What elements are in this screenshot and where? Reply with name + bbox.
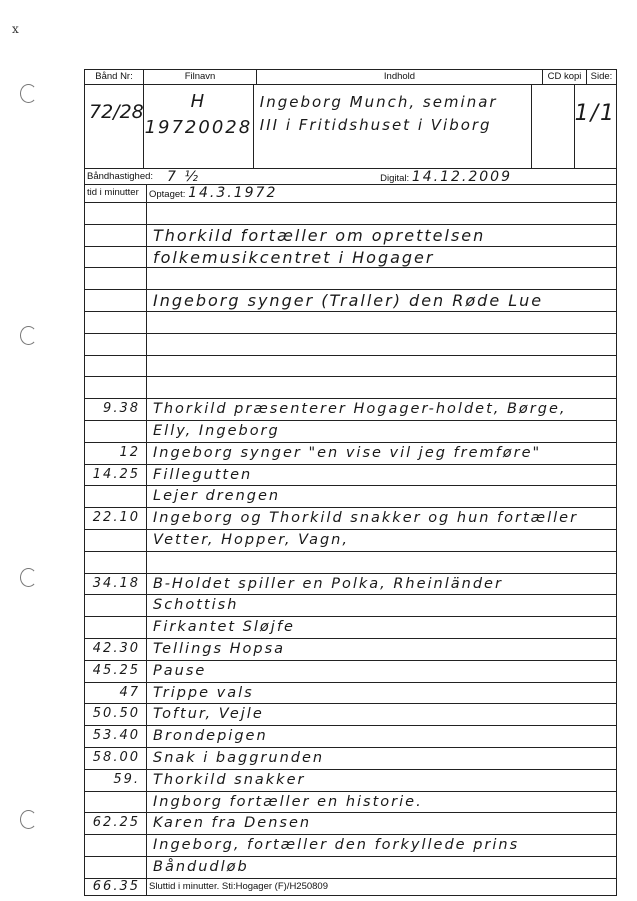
row-text xyxy=(147,334,616,355)
row-time xyxy=(85,857,147,878)
table-row xyxy=(85,726,616,748)
row-time: 53.40 xyxy=(85,726,147,747)
sluttid-label: Sluttid i minutter. Sti:Hogager (F)/H250809 xyxy=(149,880,329,892)
row-time xyxy=(85,334,147,355)
row-time xyxy=(85,377,147,398)
table-row xyxy=(85,356,616,378)
table-row xyxy=(85,530,616,552)
table-row xyxy=(85,247,616,269)
row-time xyxy=(85,530,147,551)
table-row xyxy=(85,813,616,835)
punch-hole xyxy=(20,568,37,587)
row-text: Ingeborg synger "en vise vil jeg fremføre" xyxy=(153,444,542,461)
speed-digital-row xyxy=(85,169,616,185)
table-row xyxy=(85,748,616,770)
table-row xyxy=(85,377,616,399)
row-text: Ingeborg og Thorkild snakker og hun fortæller xyxy=(153,510,579,527)
row-time xyxy=(85,356,147,377)
table-row xyxy=(85,203,616,225)
filnavn-line-2: 19720028 xyxy=(144,117,253,138)
filnavn-line-1: H xyxy=(190,91,207,112)
row-text: Snak i baggrunden xyxy=(153,749,325,766)
row-time xyxy=(85,552,147,573)
table-row xyxy=(85,486,616,508)
row-text xyxy=(147,377,616,398)
row-text: Ingborg fortæller en historie. xyxy=(153,793,423,810)
row-time: 62.25 xyxy=(85,813,147,834)
indhold-line-2: III i Fritidshuset i Viborg xyxy=(259,116,492,134)
optaget-value: 14.3.1972 xyxy=(188,185,278,201)
row-time: 22.10 xyxy=(85,508,147,529)
row-text: Tellings Hopsa xyxy=(153,640,286,657)
row-text: Trippe vals xyxy=(153,684,254,701)
tape-log-form xyxy=(84,69,617,896)
table-row xyxy=(85,639,616,661)
band-nr-value: 72/28 xyxy=(85,85,144,168)
row-text: Elly, Ingeborg xyxy=(153,422,280,439)
digital-label: Digital: xyxy=(380,172,410,184)
row-text xyxy=(147,268,616,289)
row-time: 34.18 xyxy=(85,574,147,595)
log-entries xyxy=(85,203,616,878)
row-text: Brondepigen xyxy=(153,728,268,745)
bandhastighed-value: 7 ½ xyxy=(167,168,200,185)
row-time xyxy=(85,792,147,813)
row-text xyxy=(147,203,616,224)
row-time xyxy=(85,486,147,507)
filnavn-header: Filnavn xyxy=(144,70,257,84)
row-time: 59. xyxy=(85,770,147,791)
table-row xyxy=(85,574,616,596)
table-row xyxy=(85,792,616,814)
row-text: Toftur, Vejle xyxy=(153,706,264,723)
side-value: 1/1 xyxy=(574,101,616,126)
digital-field xyxy=(380,169,512,185)
row-text: Thorkild præsenterer Hogager-holdet, Børge, xyxy=(153,401,567,418)
indhold-line-1: Ingeborg Munch, seminar xyxy=(259,93,498,111)
row-text: Fillegutten xyxy=(153,466,253,483)
sluttid-value: 66.35 xyxy=(85,879,147,895)
table-row xyxy=(85,334,616,356)
row-text: Ingeborg synger (Traller) den Røde Lue xyxy=(153,291,544,311)
table-row xyxy=(85,552,616,574)
table-row xyxy=(85,268,616,290)
row-text: Thorkild snakker xyxy=(153,771,306,788)
table-row xyxy=(85,835,616,857)
table-row xyxy=(85,683,616,705)
row-text: B-Holdet spiller en Polka, Rheinländer xyxy=(153,575,503,592)
table-row xyxy=(85,225,616,247)
table-row xyxy=(85,290,616,312)
punch-hole xyxy=(20,84,37,103)
row-time xyxy=(85,290,147,311)
row-text: Thorkild fortæller om oprettelsen xyxy=(153,225,486,245)
table-row xyxy=(85,443,616,465)
row-time xyxy=(85,268,147,289)
row-time: 9.38 xyxy=(85,399,147,420)
optaget-field xyxy=(147,185,616,202)
table-row xyxy=(85,465,616,487)
row-time: 14.25 xyxy=(85,465,147,486)
table-row xyxy=(85,770,616,792)
row-time xyxy=(85,835,147,856)
row-text: Vetter, Hopper, Vagn, xyxy=(153,531,349,548)
row-text: Schottish xyxy=(153,597,239,614)
cd-kopi-value xyxy=(532,85,575,168)
indhold-value xyxy=(254,85,532,168)
row-time: 42.30 xyxy=(85,639,147,660)
optaget-row xyxy=(85,185,616,203)
row-time xyxy=(85,595,147,616)
row-time xyxy=(85,312,147,333)
row-time: 58.00 xyxy=(85,748,147,769)
digital-value: 14.12.2009 xyxy=(411,168,512,185)
row-text xyxy=(147,312,616,333)
row-text: Firkantet Sløjfe xyxy=(153,619,295,636)
table-row xyxy=(85,399,616,421)
row-time xyxy=(85,247,147,268)
row-time: 45.25 xyxy=(85,661,147,682)
row-text: Karen fra Densen xyxy=(153,815,312,832)
punch-hole xyxy=(20,810,37,829)
indhold-header: Indhold xyxy=(257,70,543,84)
table-row xyxy=(85,857,616,878)
table-row xyxy=(85,421,616,443)
bandhastighed-label: Båndhastighed: xyxy=(87,171,154,182)
row-text: Båndudløb xyxy=(153,858,249,875)
row-text: Ingeborg, fortæller den forkyllede prins xyxy=(153,837,520,854)
row-text xyxy=(147,552,616,573)
side-header: Side: xyxy=(590,71,613,82)
tid-label: tid i minutter xyxy=(85,185,147,202)
row-time xyxy=(85,617,147,638)
table-row xyxy=(85,508,616,530)
band-nr-header: Bånd Nr: xyxy=(85,70,144,84)
table-row xyxy=(85,704,616,726)
punch-hole xyxy=(20,326,37,345)
row-text: folkemusikcentret i Hogager xyxy=(153,247,435,267)
row-time: 47 xyxy=(85,683,147,704)
filnavn-value xyxy=(144,85,254,168)
footer-row xyxy=(85,878,616,895)
row-text: Pause xyxy=(153,662,207,679)
row-text xyxy=(147,356,616,377)
form-header-row xyxy=(85,70,616,85)
table-row xyxy=(85,661,616,683)
row-time xyxy=(85,421,147,442)
cd-kopi-header: CD kopi xyxy=(543,70,587,84)
table-row xyxy=(85,595,616,617)
table-row xyxy=(85,617,616,639)
row-time xyxy=(85,203,147,224)
corner-mark: x xyxy=(12,22,19,36)
form-info-row xyxy=(85,85,616,169)
optaget-label: Optaget: xyxy=(149,189,186,200)
row-time xyxy=(85,225,147,246)
row-time: 12 xyxy=(85,443,147,464)
row-text: Lejer drengen xyxy=(153,488,281,505)
table-row xyxy=(85,312,616,334)
row-time: 50.50 xyxy=(85,704,147,725)
